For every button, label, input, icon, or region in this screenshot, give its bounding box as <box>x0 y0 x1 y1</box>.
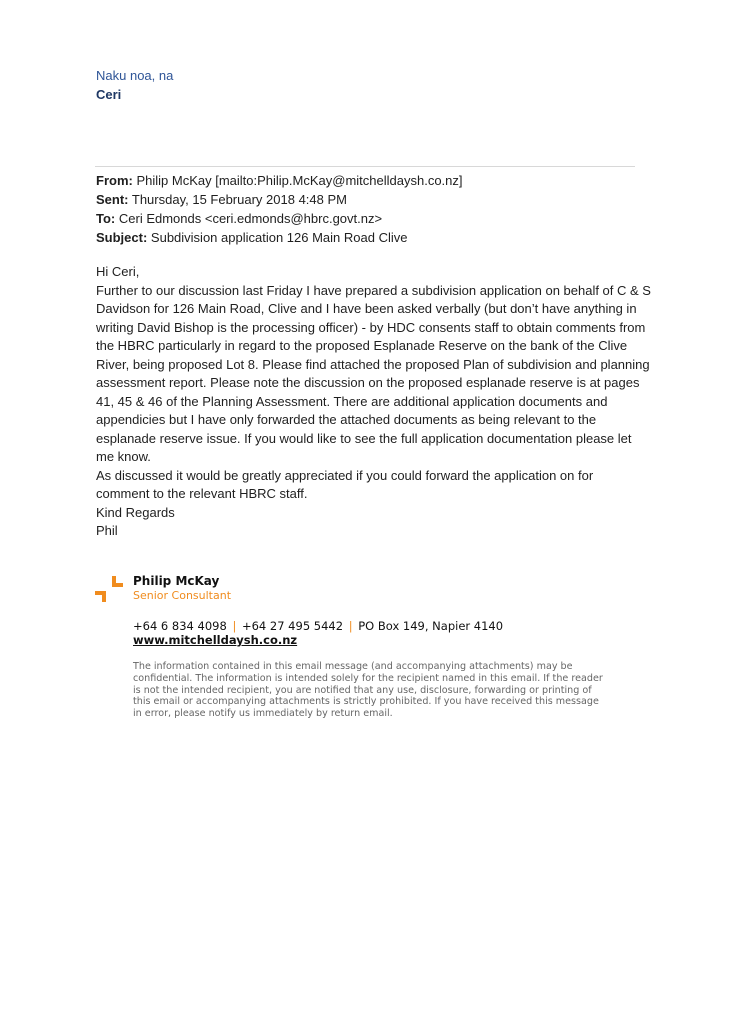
signature-website-link[interactable]: www.mitchelldaysh.co.nz <box>133 633 298 647</box>
body-line: assessment report. Please note the discussion on the proposed esplanade reserve is at pages <box>96 375 640 390</box>
body-line: appendicies but I have only forwarded the attached documents as being relevant to the <box>96 412 597 427</box>
body-line: esplanade reserve issue. If you would like to see the full application documentation please let <box>96 430 632 446</box>
message-divider <box>95 166 635 167</box>
email-header <box>96 171 463 247</box>
closing-greeting: Naku noa, na <box>96 68 174 83</box>
body-line: comment to the relevant HBRC staff. <box>96 486 308 501</box>
body-line: 41, 45 & 46 of the Planning Assessment. There are additional application documents and <box>96 393 608 409</box>
body-line: Kind Regards <box>96 504 175 520</box>
to-label: To: <box>96 211 116 226</box>
signature-phone: +64 6 834 4098 <box>133 619 227 633</box>
signature-title: Senior Consultant <box>133 589 232 602</box>
signature-po-box: PO Box 149, Napier 4140 <box>358 619 504 633</box>
disclaimer-line: is not the intended recipient, you are notified that any use, disclosure, forwarding or printing of <box>133 684 592 696</box>
body-line: me know. <box>96 449 151 464</box>
body-line: Hi Ceri, <box>96 264 140 279</box>
from-row <box>96 171 463 190</box>
body-line: River, being proposed Lot 8. Please find attached the proposed Plan of subdivision and planning <box>96 356 650 372</box>
subject-label: Subject: <box>96 230 148 245</box>
closing-sender-name: Ceri <box>96 87 122 102</box>
from-label: From: <box>96 173 133 188</box>
to-value: Ceri Edmonds <ceri.edmonds@hbrc.govt.nz> <box>118 211 383 226</box>
mitchell-daysh-logo-icon <box>95 576 125 604</box>
sent-label: Sent: <box>96 192 129 207</box>
from-value: Philip McKay [mailto:Philip.McKay@mitchelldaysh.co.nz] <box>136 173 463 188</box>
previous-message-closing <box>96 66 173 104</box>
body-line: the HBRC particularly in regard to the proposed Esplanade Reserve on the bank of the Clive <box>96 338 628 353</box>
disclaimer-line: this email or accompanying attachments is strictly prohibited. If you have received this message <box>133 696 599 708</box>
sent-value: Thursday, 15 February 2018 4:48 PM <box>131 192 347 207</box>
body-line: writing David Bishop is the processing officer) - by HDC consents staff to obtain comments from <box>96 319 646 335</box>
separator: | <box>348 619 353 633</box>
to-row <box>96 209 463 228</box>
body-line: As discussed it would be greatly appreciated if you could forward the application on for <box>96 467 594 483</box>
disclaimer-line: confidential. The information is intended solely for the recipient named in this email. If the reader <box>133 672 603 684</box>
body-line: Phil <box>96 523 118 538</box>
disclaimer-line: The information contained in this email message (and accompanying attachments) may be <box>133 661 573 672</box>
body-line: Davidson for 126 Main Road, Clive and I have been asked verbally (but don’t have anything in <box>96 301 637 316</box>
signature-mobile: +64 27 495 5442 <box>241 619 344 633</box>
signature-contact-line <box>133 619 503 633</box>
subject-row <box>96 228 463 247</box>
signature-name: Philip McKay <box>133 574 220 588</box>
sent-row <box>96 190 463 209</box>
email-disclaimer <box>133 661 603 720</box>
subject-value: Subdivision application 126 Main Road Clive <box>150 230 408 245</box>
disclaimer-line: in error, please notify us immediately by return email. <box>133 708 393 720</box>
body-line: Further to our discussion last Friday I have prepared a subdivision application on behalf of C & S <box>96 282 651 298</box>
email-body <box>96 263 651 541</box>
separator: | <box>232 619 237 633</box>
